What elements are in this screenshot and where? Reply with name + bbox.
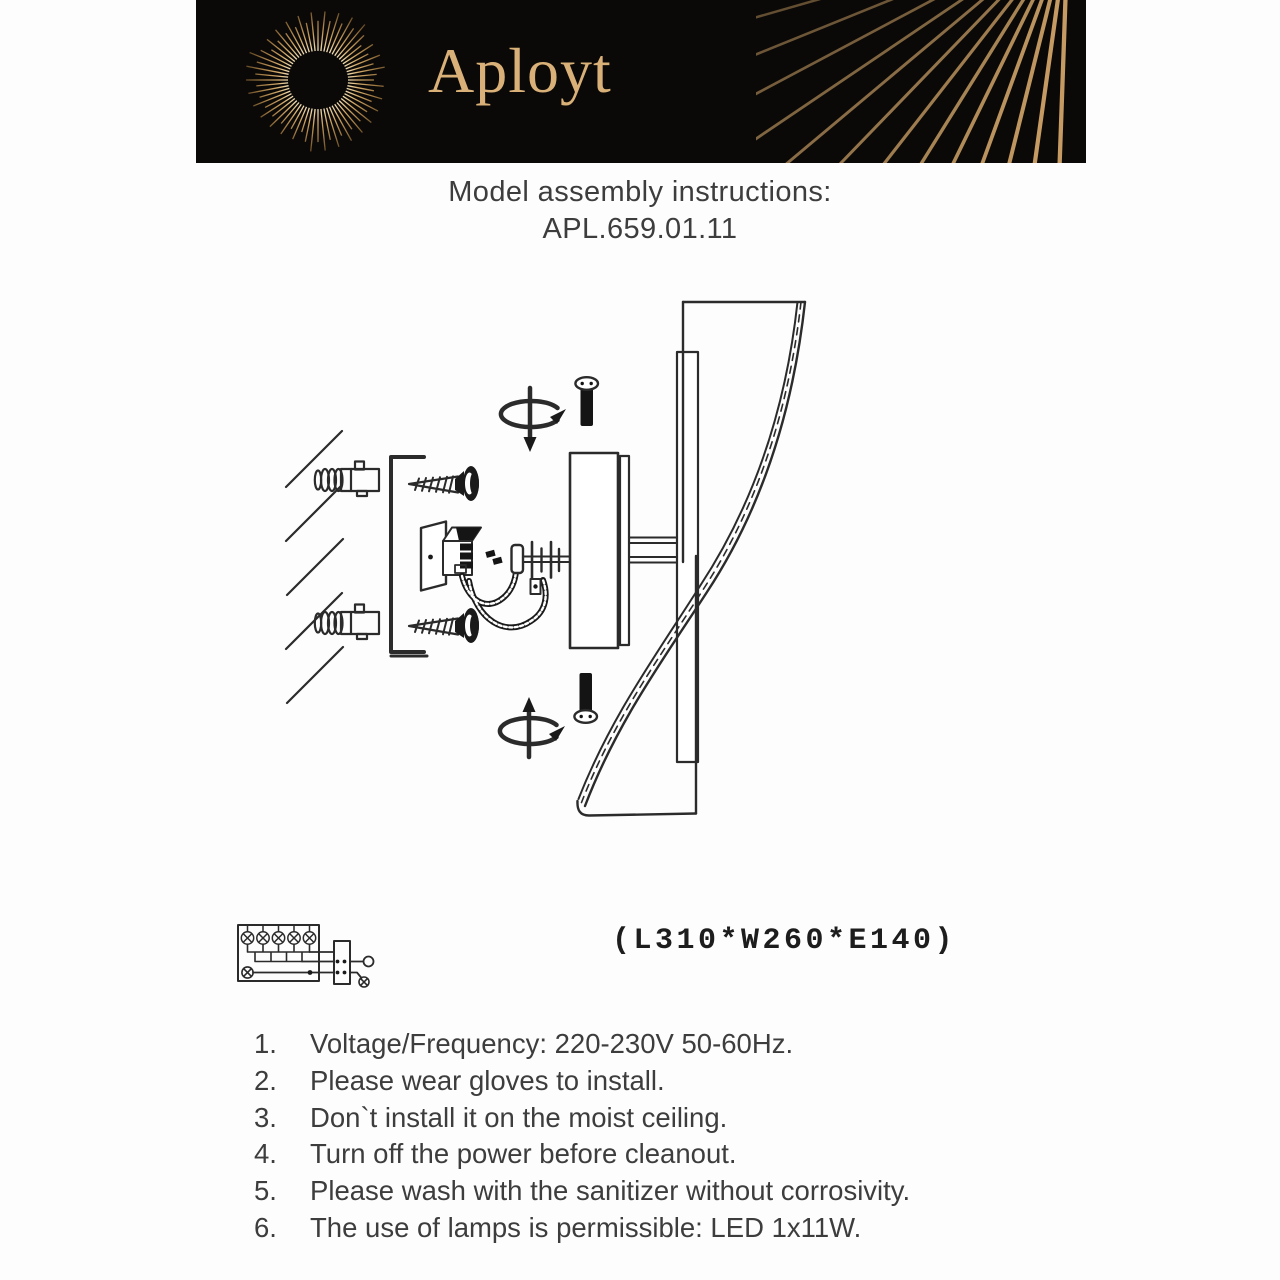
canopy-plate	[570, 453, 677, 648]
instruction-text: Don`t install it on the moist ceiling.	[310, 1101, 728, 1133]
bolt	[574, 673, 597, 723]
instruction-number: 6.	[254, 1211, 277, 1243]
instruction-item	[254, 1210, 1094, 1247]
brand-header	[196, 0, 1086, 163]
dimensions-label: (L310*W260*E140)	[612, 924, 957, 958]
wiring-diagram	[230, 916, 412, 1002]
instruction-text: Voltage/Frequency: 220-230V 50-60Hz.	[310, 1028, 794, 1059]
wall-anchor	[315, 462, 379, 497]
rotate-arrow-icon	[500, 697, 565, 757]
instructions-list	[254, 1026, 1094, 1247]
mounting-screw	[409, 466, 479, 501]
instruction-item	[254, 1063, 1094, 1100]
sunburst-logo-icon	[238, 2, 398, 162]
page-title: Model assembly instructions:	[448, 176, 832, 208]
instruction-item	[254, 1173, 1094, 1210]
instruction-item	[254, 1100, 1094, 1137]
rotate-arrow-icon	[501, 388, 566, 452]
instruction-item	[254, 1026, 1094, 1063]
junction-box	[443, 528, 503, 576]
assembly-diagram	[250, 280, 830, 840]
lamp-symbol	[364, 957, 374, 967]
instruction-number: 5.	[254, 1175, 277, 1207]
instruction-number: 1.	[254, 1028, 277, 1059]
threaded-rod	[512, 542, 571, 594]
instruction-text: Please wear gloves to install.	[310, 1064, 665, 1096]
model-number: APL.659.01.11	[542, 213, 738, 245]
instruction-number: 4.	[254, 1138, 277, 1170]
instruction-number: 3.	[254, 1101, 277, 1133]
gold-rays-decoration	[756, 0, 1086, 163]
instruction-text: Turn off the power before cleanout.	[310, 1138, 737, 1170]
bolt	[575, 377, 598, 426]
instruction-text: The use of lamps is permissible: LED 1x11W.	[310, 1211, 862, 1243]
ground-screw	[242, 967, 253, 978]
brand-name: Aployt	[428, 35, 612, 106]
terminal-screws	[241, 925, 315, 944]
instruction-number: 2.	[254, 1064, 277, 1096]
instruction-item	[254, 1136, 1094, 1173]
instruction-text: Please wash with the sanitizer without corrosivity.	[310, 1175, 911, 1207]
ground-screw	[359, 977, 369, 987]
